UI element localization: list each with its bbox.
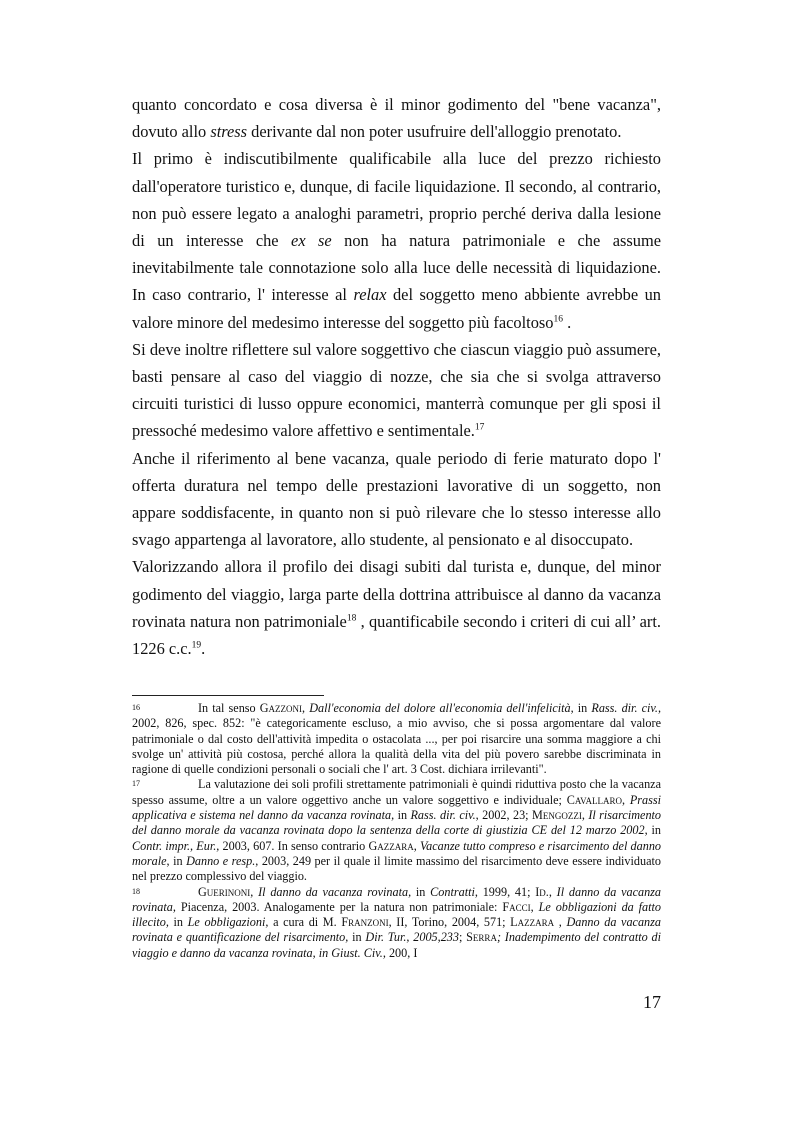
- text-run: non ha natura patrimoniale e che assume inevitabilmente tale connotazione solo alla luce delle necessità di liquidazione. In caso contrario, l' interesse al: [132, 231, 661, 305]
- text-run: in: [573, 701, 592, 715]
- author-name: Guerinoni: [198, 884, 251, 899]
- paragraph-5: [132, 553, 661, 662]
- text-run: in: [411, 884, 431, 899]
- text-run: ;: [458, 930, 467, 945]
- footnote-ref-16[interactable]: 16: [553, 314, 563, 325]
- text-run: 200, I: [385, 945, 418, 960]
- paragraph-1: [132, 91, 661, 145]
- italic-run: Il danno da vacanza rovinata,: [132, 884, 662, 914]
- italic-run: Contr. impr., Eur.,: [132, 838, 220, 853]
- text-run: .: [563, 312, 572, 332]
- text-run: ,: [530, 899, 539, 914]
- text-run: .: [201, 639, 206, 659]
- author-name: Facci: [502, 899, 531, 914]
- footnote-ref-17[interactable]: 17: [474, 422, 485, 433]
- author-name: Lazzara: [510, 915, 555, 930]
- footnote-number: 18: [132, 886, 140, 896]
- italic-run: Il danno da vacanza rovinata,: [258, 884, 412, 899]
- text-run: La valutazione dei soli profili strettamente patrimoniali è quindi riduttiva posto che la vacanza spesso assume, oltre a un valore oggettivo anche un valore soggettivo e individuale;: [132, 777, 661, 807]
- italic-run: stress: [210, 122, 248, 142]
- footnote-ref-19[interactable]: 19: [191, 640, 202, 651]
- text-run: ,: [250, 884, 259, 899]
- text-run: ,: [581, 808, 589, 823]
- italic-run: Dall'economia del dolore all'economia dell'infelicità,: [309, 701, 574, 715]
- text-run: , 2003, 249 per il quale il limite massimo del risarcimento deve essere individuato nel prezzo complessivo del viaggio.: [132, 853, 661, 884]
- paragraph-3: [132, 336, 661, 445]
- italic-run: Le obbligazioni,: [187, 915, 269, 930]
- author-name: Id: [535, 884, 546, 899]
- text-run: , quantificabile secondo i criteri di cui all’ art. 1226 c.c.: [132, 611, 661, 659]
- page-number: 17: [643, 992, 661, 1012]
- text-run: in: [168, 915, 188, 930]
- italic-run: Danno e resp.: [186, 853, 256, 868]
- text-run: in: [394, 808, 411, 823]
- text-run: derivante dal non poter usufruire dell'alloggio prenotato.: [247, 122, 622, 142]
- text-run: Piacenza, 2003. Analogamente per la natura non patrimoniale:: [175, 899, 503, 914]
- text-run: In tal senso: [198, 701, 260, 715]
- author-name: Gazzara: [368, 838, 414, 853]
- author-name: Serra: [466, 930, 497, 945]
- text-run: ,: [413, 838, 421, 853]
- italic-run: Rass. dir. civ.,: [591, 701, 661, 715]
- footnote-separator: [132, 695, 324, 696]
- text-run: Il primo è indiscutibilmente qualificabile alla luce del prezzo richiesto dall'operatore turistico e, dunque, di facile liquidazione. Il secondo, al contrario, non può essere legato a analoghi parametri, proprio perché deriva dalla lesione di un interesse che: [132, 149, 661, 251]
- italic-run: Prassi applicativa e sistema nel danno da vacanza rovinata,: [132, 792, 661, 823]
- text-run: , in: [644, 823, 661, 838]
- text-run: ,: [302, 701, 310, 715]
- italic-run: Vacanze tutto compreso e risarcimento del danno morale: [132, 838, 662, 868]
- italic-run: ex se: [291, 231, 332, 251]
- text-run: a cura di M.: [268, 915, 342, 930]
- italic-run: Danno da vacanza rovinata e quantificazione del risarcimento,: [132, 915, 661, 945]
- text-run: , II, Torino, 2004, 571;: [388, 915, 511, 930]
- footnote-number: 17: [132, 779, 140, 789]
- body-text: [132, 91, 661, 662]
- text-run: quanto concordato e cosa diversa è il minor godimento del "bene vacanza", dovuto allo: [132, 95, 661, 142]
- paragraph-2: [132, 145, 661, 335]
- italic-run: relax: [353, 285, 387, 305]
- text-run: .,: [545, 884, 557, 899]
- author-name: Cavallaro: [566, 792, 623, 807]
- text-run: in: [348, 930, 366, 945]
- text-run: del soggetto meno abbiente avrebbe un valore minore del medesimo interesse del soggetto più facoltoso: [132, 285, 661, 332]
- text-run: , 2002, 23;: [475, 808, 532, 823]
- text-run: Si deve inoltre riflettere sul valore soggettivo che ciascun viaggio può assumere, basti pensare al caso del viaggio di nozze, che sia che si svolga attraverso circuiti turistici di lusso oppure economici, manterrà comunque per gli sposi il pressoché medesimo valore affettivo e sentimentale.: [132, 339, 661, 441]
- footnote-ref-18[interactable]: 18: [346, 613, 357, 624]
- text-run: 2002, 826, spec. 852: "è categoricamente escluso, a mio avviso, che si possa argomentare dal valore patrimoniale o dal costo dell'attività impedita o ostacolata ..., per poi risarcire una somma maggiore a chi svolge un' attività più costosa, perché allora la qualità della vita del più povero sarebbe discriminata in ragione di quelle condizioni personali o sociali che l' art. 3 Cost. dichiara irrilevanti".: [132, 716, 661, 777]
- text-run: ,: [622, 792, 630, 807]
- footnotes: [132, 701, 661, 961]
- text-run: , in: [166, 853, 187, 868]
- text-run: Anche il riferimento al bene vacanza, quale periodo di ferie maturato dopo l' offerta duratura nel tempo delle prestazioni lavorative di un soggetto, non appare soddisfacente, in quanto non si può rilevare che lo stesso interesse allo svago appartenga al lavoratore, allo studente, al pensionato e al disoccupato.: [132, 448, 661, 550]
- author-name: Mengozzi: [532, 808, 582, 823]
- footnote-number: 16: [132, 703, 140, 712]
- text-run: , 1999, 41;: [474, 884, 536, 899]
- italic-run: Dir. Tur., 2005,233: [365, 930, 459, 945]
- text-run: 2003, 607. In senso contrario: [219, 838, 369, 853]
- author-name: Gazzoni: [259, 701, 303, 715]
- footnote-16: [132, 701, 661, 777]
- italic-run: Contratti: [430, 884, 475, 899]
- footnote-17: [132, 777, 661, 884]
- text-run: Valorizzando allora il profilo dei disagi subiti dal turista e, dunque, del minor godimento del viaggio, larga parte della dottrina attribuisce al danno da vacanza rovinata natura non patrimoniale: [132, 557, 661, 631]
- italic-run: Rass. dir. civ.: [410, 808, 476, 823]
- text-run: ,: [554, 915, 567, 930]
- italic-run: ; Inadempimento del contratto di viaggio e danno da vacanza rovinata, in Giust. Civ.,: [132, 930, 662, 960]
- footnote-18: [132, 885, 661, 961]
- italic-run: Il risarcimento del danno morale da vacanza rovinata dopo la sentenza della corte di giustizia CE del 12 marzo 2002: [132, 808, 662, 838]
- italic-run: Le obbligazioni da fatto illecito,: [132, 899, 662, 930]
- author-name: Franzoni: [341, 915, 389, 930]
- paragraph-4: [132, 445, 661, 554]
